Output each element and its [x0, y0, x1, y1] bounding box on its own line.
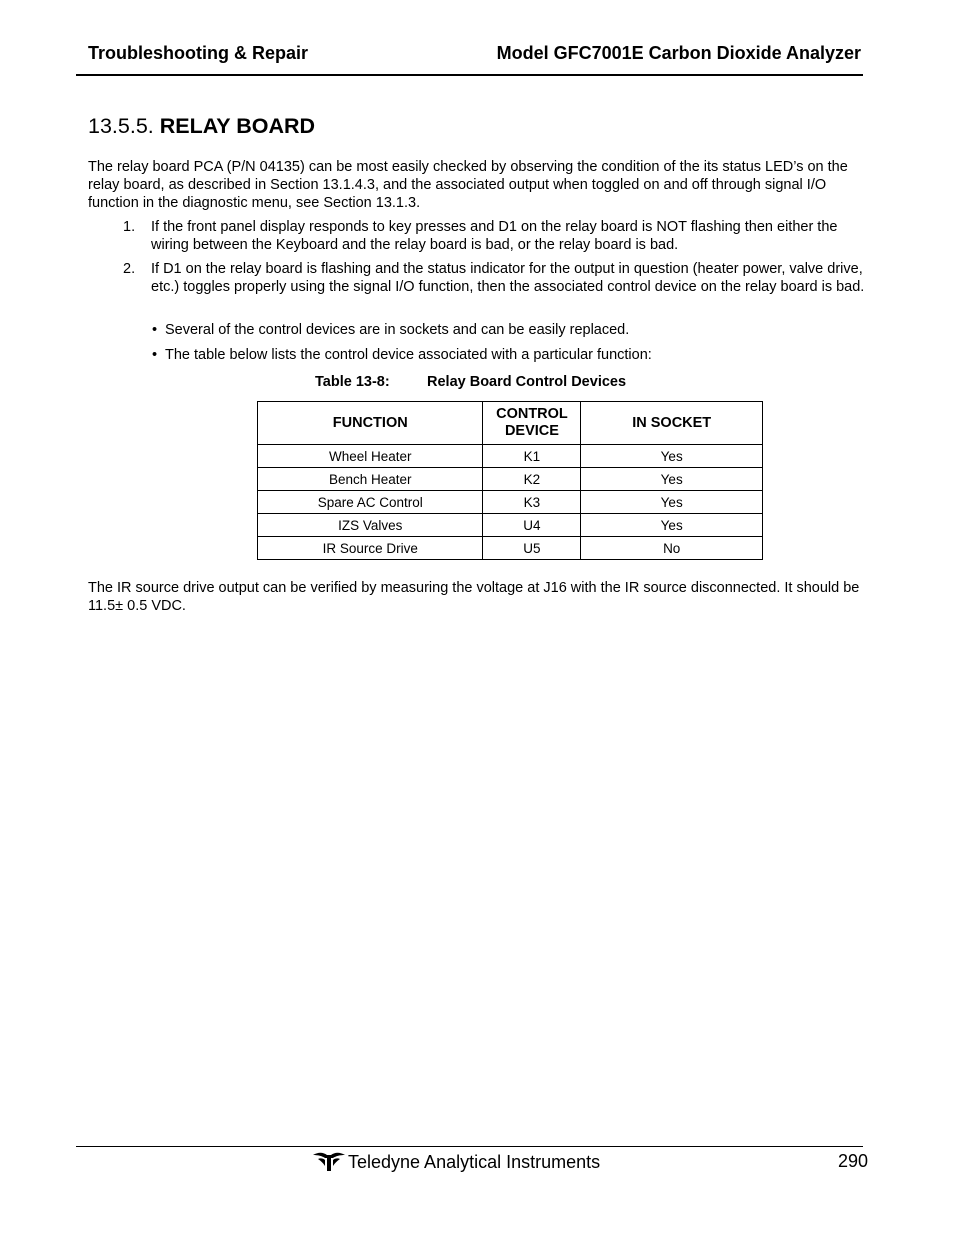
bullet-icon: • — [152, 347, 158, 363]
page-header — [88, 43, 861, 64]
bullet-text: The table below lists the control device associated with a particular function: — [165, 347, 652, 363]
cell-in-socket: Yes — [581, 445, 763, 468]
section-heading — [88, 114, 315, 139]
cell-function: Bench Heater — [258, 468, 483, 491]
cell-control-device: U5 — [483, 537, 581, 560]
table-row — [258, 445, 763, 468]
page-footer — [312, 1151, 600, 1173]
footer-divider — [76, 1146, 863, 1147]
cell-control-device: U4 — [483, 514, 581, 537]
table-row — [258, 491, 763, 514]
table-header-row — [258, 402, 763, 445]
cell-function: Spare AC Control — [258, 491, 483, 514]
cell-function: IR Source Drive — [258, 537, 483, 560]
header-divider — [76, 74, 863, 76]
footer-company: Teledyne Analytical Instruments — [348, 1151, 601, 1172]
cell-function: Wheel Heater — [258, 445, 483, 468]
bullet-text: Several of the control devices are in sockets and can be easily replaced. — [165, 322, 630, 338]
section-number: 13.5.5. — [88, 114, 154, 138]
header-manual-title: Model GFC7001E Carbon Dioxide Analyzer — [496, 43, 861, 63]
table-title: Relay Board Control Devices — [427, 374, 627, 390]
table-number: Table 13-8: — [315, 374, 390, 390]
cell-in-socket: Yes — [581, 468, 763, 491]
intro-paragraph: The relay board PCA (P/N 04135) can be most easily checked by observing the condition of the its status LED’s on the relay board, as described in Section 13.1.4.3, and the associated output when toggled on and off through signal I/O function in the diagnostic menu, see Section 13.1.3. — [88, 159, 848, 211]
page-number: 290 — [838, 1151, 869, 1171]
list-item-text: If D1 on the relay board is flashing and the status indicator for the output in question (heater power, valve drive, etc.) toggles properly using the signal I/O function, then the associated control device on the relay board is bad. — [151, 261, 865, 295]
column-header-function: FUNCTION — [258, 402, 483, 445]
bullet-icon: • — [152, 322, 158, 338]
list-item-number: 1. — [123, 219, 136, 235]
column-header-in-socket: IN SOCKET — [581, 402, 763, 445]
cell-control-device: K3 — [483, 491, 581, 514]
teledyne-logo-icon — [312, 1151, 346, 1173]
section-title: RELAY BOARD — [159, 114, 316, 138]
cell-control-device: K2 — [483, 468, 581, 491]
column-header-control-device: CONTROL DEVICE — [483, 402, 581, 445]
cell-in-socket: Yes — [581, 491, 763, 514]
list-item-text: If the front panel display responds to key presses and D1 on the relay board is NOT flashing then either the wiring between the Keyboard and the relay board is bad, or the relay board is bad. — [151, 219, 838, 253]
list-item-number: 2. — [123, 261, 136, 277]
table-row — [258, 468, 763, 491]
relay-devices-table — [257, 401, 763, 560]
header-section-title: Troubleshooting & Repair — [88, 43, 309, 63]
cell-in-socket: Yes — [581, 514, 763, 537]
cell-control-device: K1 — [483, 445, 581, 468]
table-row — [258, 514, 763, 537]
closing-paragraph: The IR source drive output can be verified by measuring the voltage at J16 with the IR source disconnected. It should be 11.5± 0.5 VDC. — [88, 580, 860, 614]
cell-function: IZS Valves — [258, 514, 483, 537]
table-caption — [315, 374, 626, 390]
cell-in-socket: No — [581, 537, 763, 560]
table-row — [258, 537, 763, 560]
